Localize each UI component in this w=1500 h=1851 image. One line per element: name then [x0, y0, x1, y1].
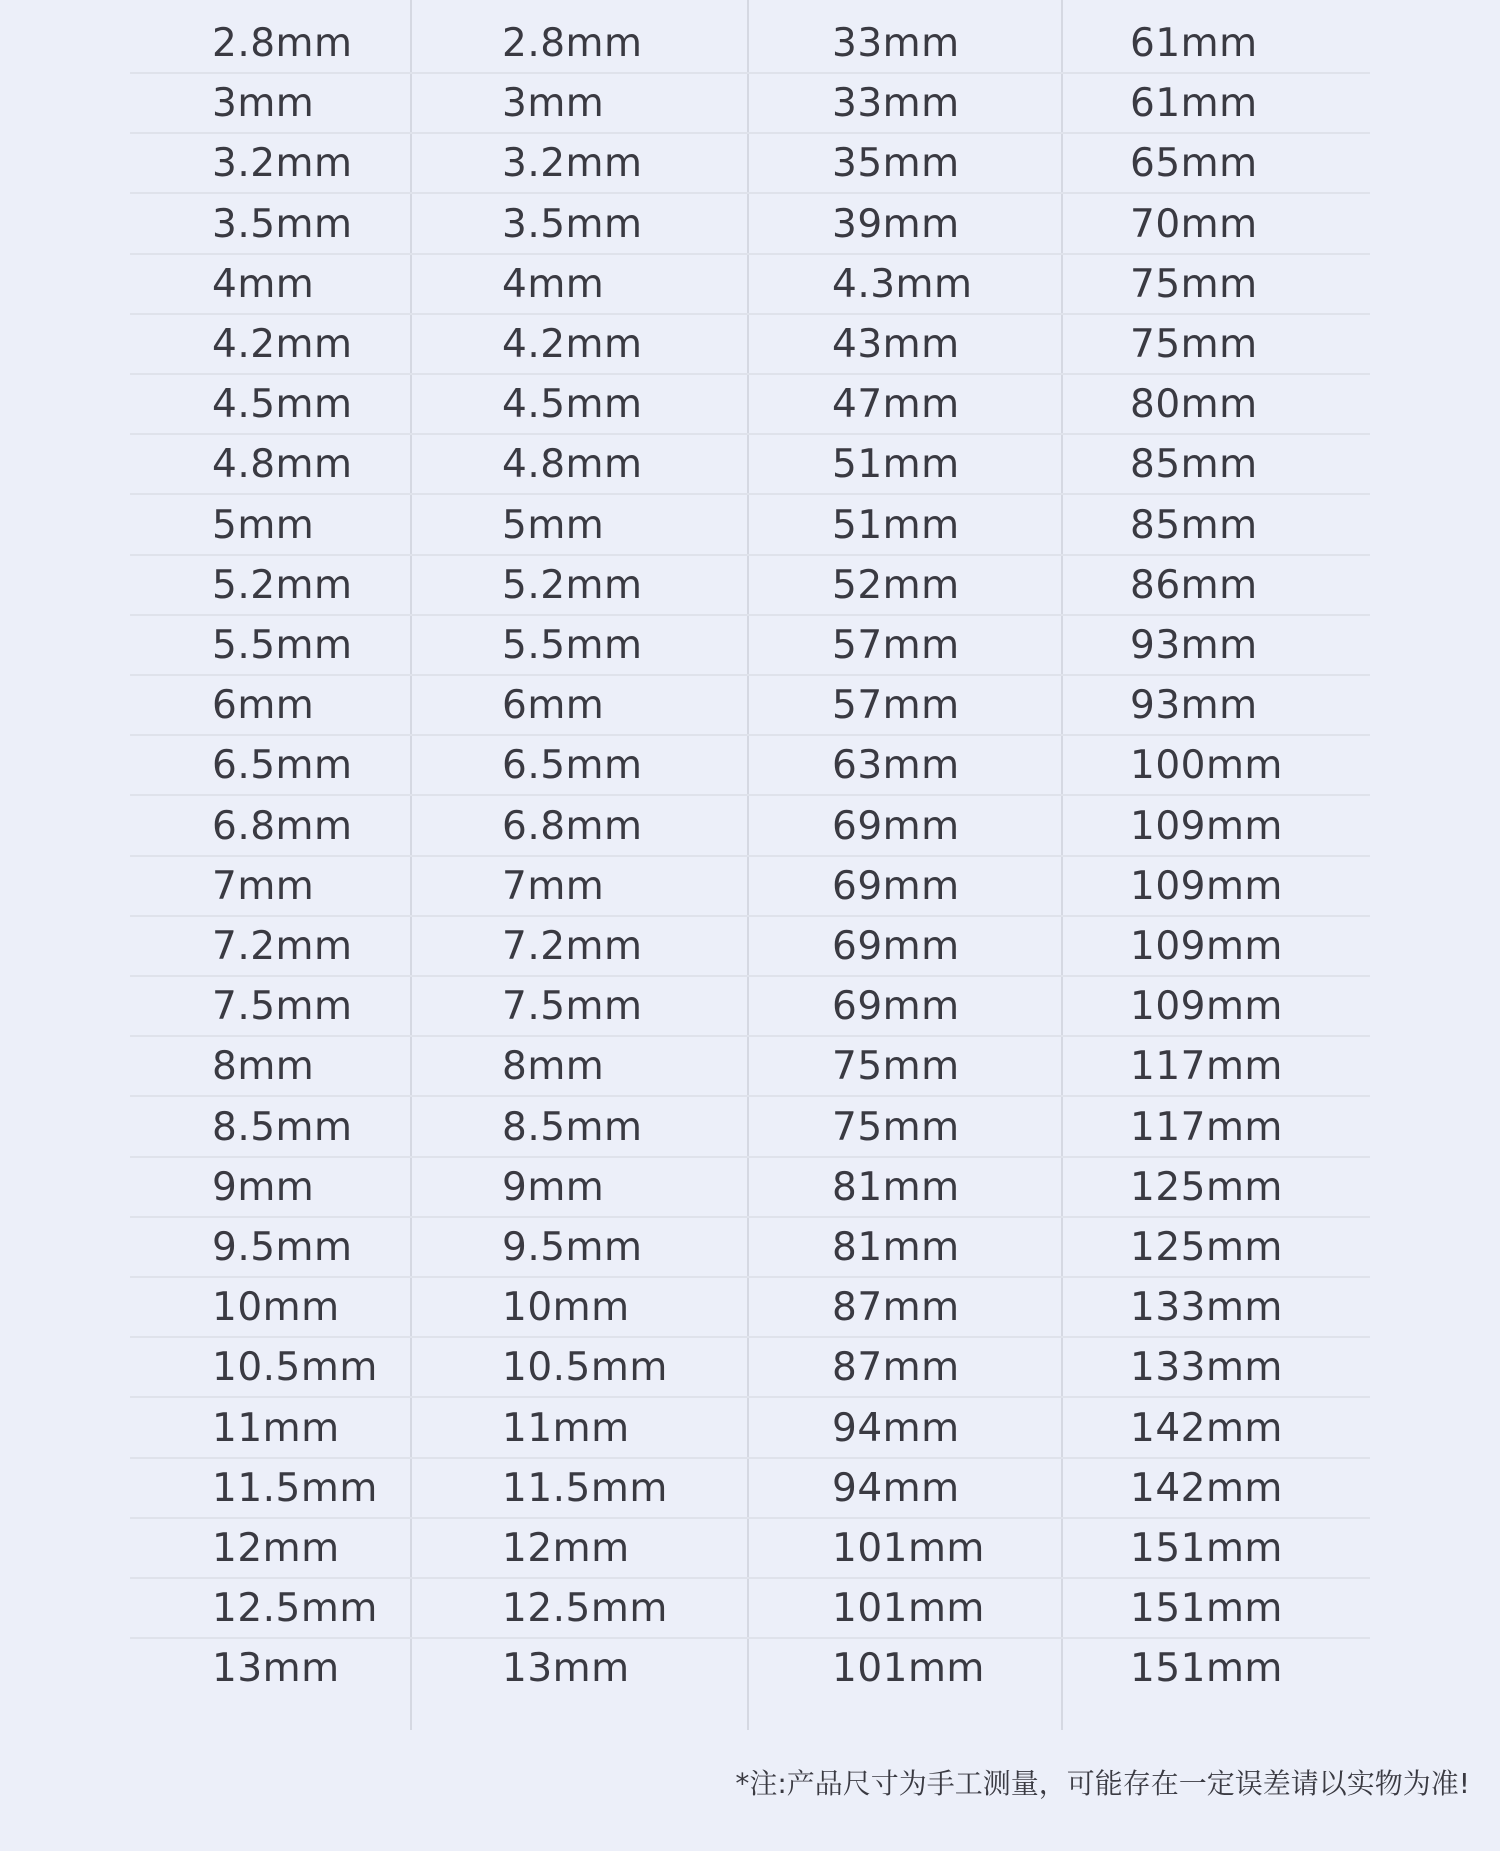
table-cell: 8.5mm [212, 1104, 353, 1150]
table-cell: 9mm [212, 1164, 315, 1210]
table-cell: 109mm [1130, 984, 1283, 1030]
table-cell: 7mm [212, 863, 315, 909]
table-cell: 133mm [1130, 1345, 1283, 1391]
table-row [130, 1639, 1370, 1699]
table-cell: 6.5mm [212, 743, 353, 789]
table-cell: 7.5mm [212, 984, 353, 1030]
table-row [130, 1519, 1370, 1579]
table-cell: 8.5mm [502, 1104, 643, 1150]
table-cell: 12.5mm [502, 1586, 668, 1632]
table-cell: 12.5mm [212, 1586, 378, 1632]
table-cell: 6.5mm [502, 743, 643, 789]
table-row [130, 1098, 1370, 1158]
table-cell: 6.8mm [212, 803, 353, 849]
table-cell: 4.3mm [832, 261, 973, 307]
table-cell: 85mm [1130, 502, 1258, 548]
table-cell: 86mm [1130, 562, 1258, 608]
table-cell: 10.5mm [502, 1345, 668, 1391]
table-cell: 12mm [502, 1526, 630, 1571]
table-cell: 3.5mm [212, 201, 353, 247]
table-cell: 70mm [1130, 201, 1258, 247]
table-cell: 4.2mm [212, 322, 353, 367]
table-cell: 12mm [212, 1526, 340, 1571]
table-row [130, 1338, 1370, 1398]
table-cell: 7mm [502, 863, 605, 909]
table-cell: 13mm [212, 1646, 340, 1692]
table-cell: 11.5mm [502, 1465, 668, 1511]
table-cell: 6mm [502, 683, 605, 729]
table-cell: 4.8mm [212, 442, 353, 488]
table-cell: 142mm [1130, 1405, 1283, 1451]
table-cell: 69mm [832, 984, 960, 1030]
table-cell: 61mm [1130, 81, 1258, 127]
table-cell: 125mm [1130, 1164, 1283, 1210]
table-cell: 4mm [502, 261, 605, 307]
table-cell: 9.5mm [502, 1225, 643, 1270]
table-cell: 57mm [832, 623, 960, 668]
table-cell: 51mm [832, 502, 960, 548]
table-row [130, 435, 1370, 495]
table-cell: 11mm [212, 1405, 340, 1451]
table-cell: 9.5mm [212, 1225, 353, 1270]
table-cell: 51mm [832, 442, 960, 488]
table-cell: 109mm [1130, 924, 1283, 969]
table-cell: 117mm [1130, 1104, 1283, 1150]
table-cell: 4mm [212, 261, 315, 307]
table-cell: 151mm [1130, 1586, 1283, 1632]
table-row [130, 195, 1370, 255]
table-cell: 4.5mm [212, 382, 353, 428]
table-row [130, 1158, 1370, 1218]
table-cell: 75mm [1130, 322, 1258, 367]
table-cell: 125mm [1130, 1225, 1283, 1270]
table-cell: 5.5mm [502, 623, 643, 668]
table-cell: 52mm [832, 562, 960, 608]
table-cell: 69mm [832, 863, 960, 909]
table-row [130, 736, 1370, 796]
table-row [130, 857, 1370, 917]
table-cell: 4.8mm [502, 442, 643, 488]
table-row [130, 315, 1370, 375]
table-cell: 47mm [832, 382, 960, 428]
table-cell: 10.5mm [212, 1345, 378, 1391]
table-row [130, 977, 1370, 1037]
table-cell: 80mm [1130, 382, 1258, 428]
size-table [130, 0, 1370, 1730]
table-cell: 4.5mm [502, 382, 643, 428]
table-row [130, 917, 1370, 977]
table-row [130, 74, 1370, 134]
table-cell: 109mm [1130, 803, 1283, 849]
table-cell: 33mm [832, 21, 960, 66]
table-cell: 93mm [1130, 683, 1258, 729]
table-cell: 7.5mm [502, 984, 643, 1030]
table-cell: 6mm [212, 683, 315, 729]
table-row [130, 1278, 1370, 1338]
table-cell: 43mm [832, 322, 960, 367]
table-cell: 3mm [212, 81, 315, 127]
table-cell: 3.2mm [502, 141, 643, 187]
footnote: *注:产品尺寸为手工测量，可能存在一定误差请以实物为准! [735, 1767, 1470, 1800]
table-cell: 4.2mm [502, 322, 643, 367]
table-row [130, 616, 1370, 676]
table-cell: 109mm [1130, 863, 1283, 909]
table-cell: 101mm [832, 1526, 985, 1571]
table-cell: 5.2mm [502, 562, 643, 608]
table-cell: 11.5mm [212, 1465, 378, 1511]
table-cell: 75mm [1130, 261, 1258, 307]
table-cell: 94mm [832, 1465, 960, 1511]
table-cell: 5.2mm [212, 562, 353, 608]
table-row [130, 134, 1370, 194]
table-row [130, 1218, 1370, 1278]
table-row [130, 496, 1370, 556]
table-row [130, 676, 1370, 736]
table-cell: 69mm [832, 803, 960, 849]
table-cell: 3.2mm [212, 141, 353, 187]
table-cell: 151mm [1130, 1646, 1283, 1692]
table-cell: 87mm [832, 1285, 960, 1331]
table-cell: 133mm [1130, 1285, 1283, 1331]
table-cell: 5mm [212, 502, 315, 548]
table-cell: 93mm [1130, 623, 1258, 668]
table-row [130, 14, 1370, 74]
table-cell: 75mm [832, 1044, 960, 1090]
table-cell: 5mm [502, 502, 605, 548]
table-cell: 33mm [832, 81, 960, 127]
table-cell: 13mm [502, 1646, 630, 1692]
table-row [130, 1459, 1370, 1519]
table-row [130, 375, 1370, 435]
table-cell: 35mm [832, 141, 960, 187]
table-cell: 3.5mm [502, 201, 643, 247]
table-cell: 117mm [1130, 1044, 1283, 1090]
table-cell: 9mm [502, 1164, 605, 1210]
table-cell: 6.8mm [502, 803, 643, 849]
table-cell: 81mm [832, 1225, 960, 1270]
table-cell: 63mm [832, 743, 960, 789]
table-row [130, 797, 1370, 857]
table-cell: 69mm [832, 924, 960, 969]
table-cell: 3mm [502, 81, 605, 127]
table-cell: 100mm [1130, 743, 1283, 789]
table-cell: 39mm [832, 201, 960, 247]
table-cell: 142mm [1130, 1465, 1283, 1511]
table-cell: 61mm [1130, 21, 1258, 66]
table-row [130, 255, 1370, 315]
table-row [130, 556, 1370, 616]
table-cell: 7.2mm [212, 924, 353, 969]
table-cell: 11mm [502, 1405, 630, 1451]
table-row [130, 1579, 1370, 1639]
table-cell: 10mm [212, 1285, 340, 1331]
table-cell: 5.5mm [212, 623, 353, 668]
table-cell: 7.2mm [502, 924, 643, 969]
table-row [130, 1037, 1370, 1097]
table-cell: 57mm [832, 683, 960, 729]
table-cell: 8mm [212, 1044, 315, 1090]
table-cell: 81mm [832, 1164, 960, 1210]
table-cell: 101mm [832, 1646, 985, 1692]
table-cell: 87mm [832, 1345, 960, 1391]
table-cell: 85mm [1130, 442, 1258, 488]
table-cell: 2.8mm [212, 21, 353, 66]
table-cell: 101mm [832, 1586, 985, 1632]
table-cell: 2.8mm [502, 21, 643, 66]
table-row [130, 1399, 1370, 1459]
table-cell: 8mm [502, 1044, 605, 1090]
table-cell: 151mm [1130, 1526, 1283, 1571]
table-cell: 65mm [1130, 141, 1258, 187]
table-cell: 75mm [832, 1104, 960, 1150]
table-cell: 94mm [832, 1405, 960, 1451]
table-cell: 10mm [502, 1285, 630, 1331]
